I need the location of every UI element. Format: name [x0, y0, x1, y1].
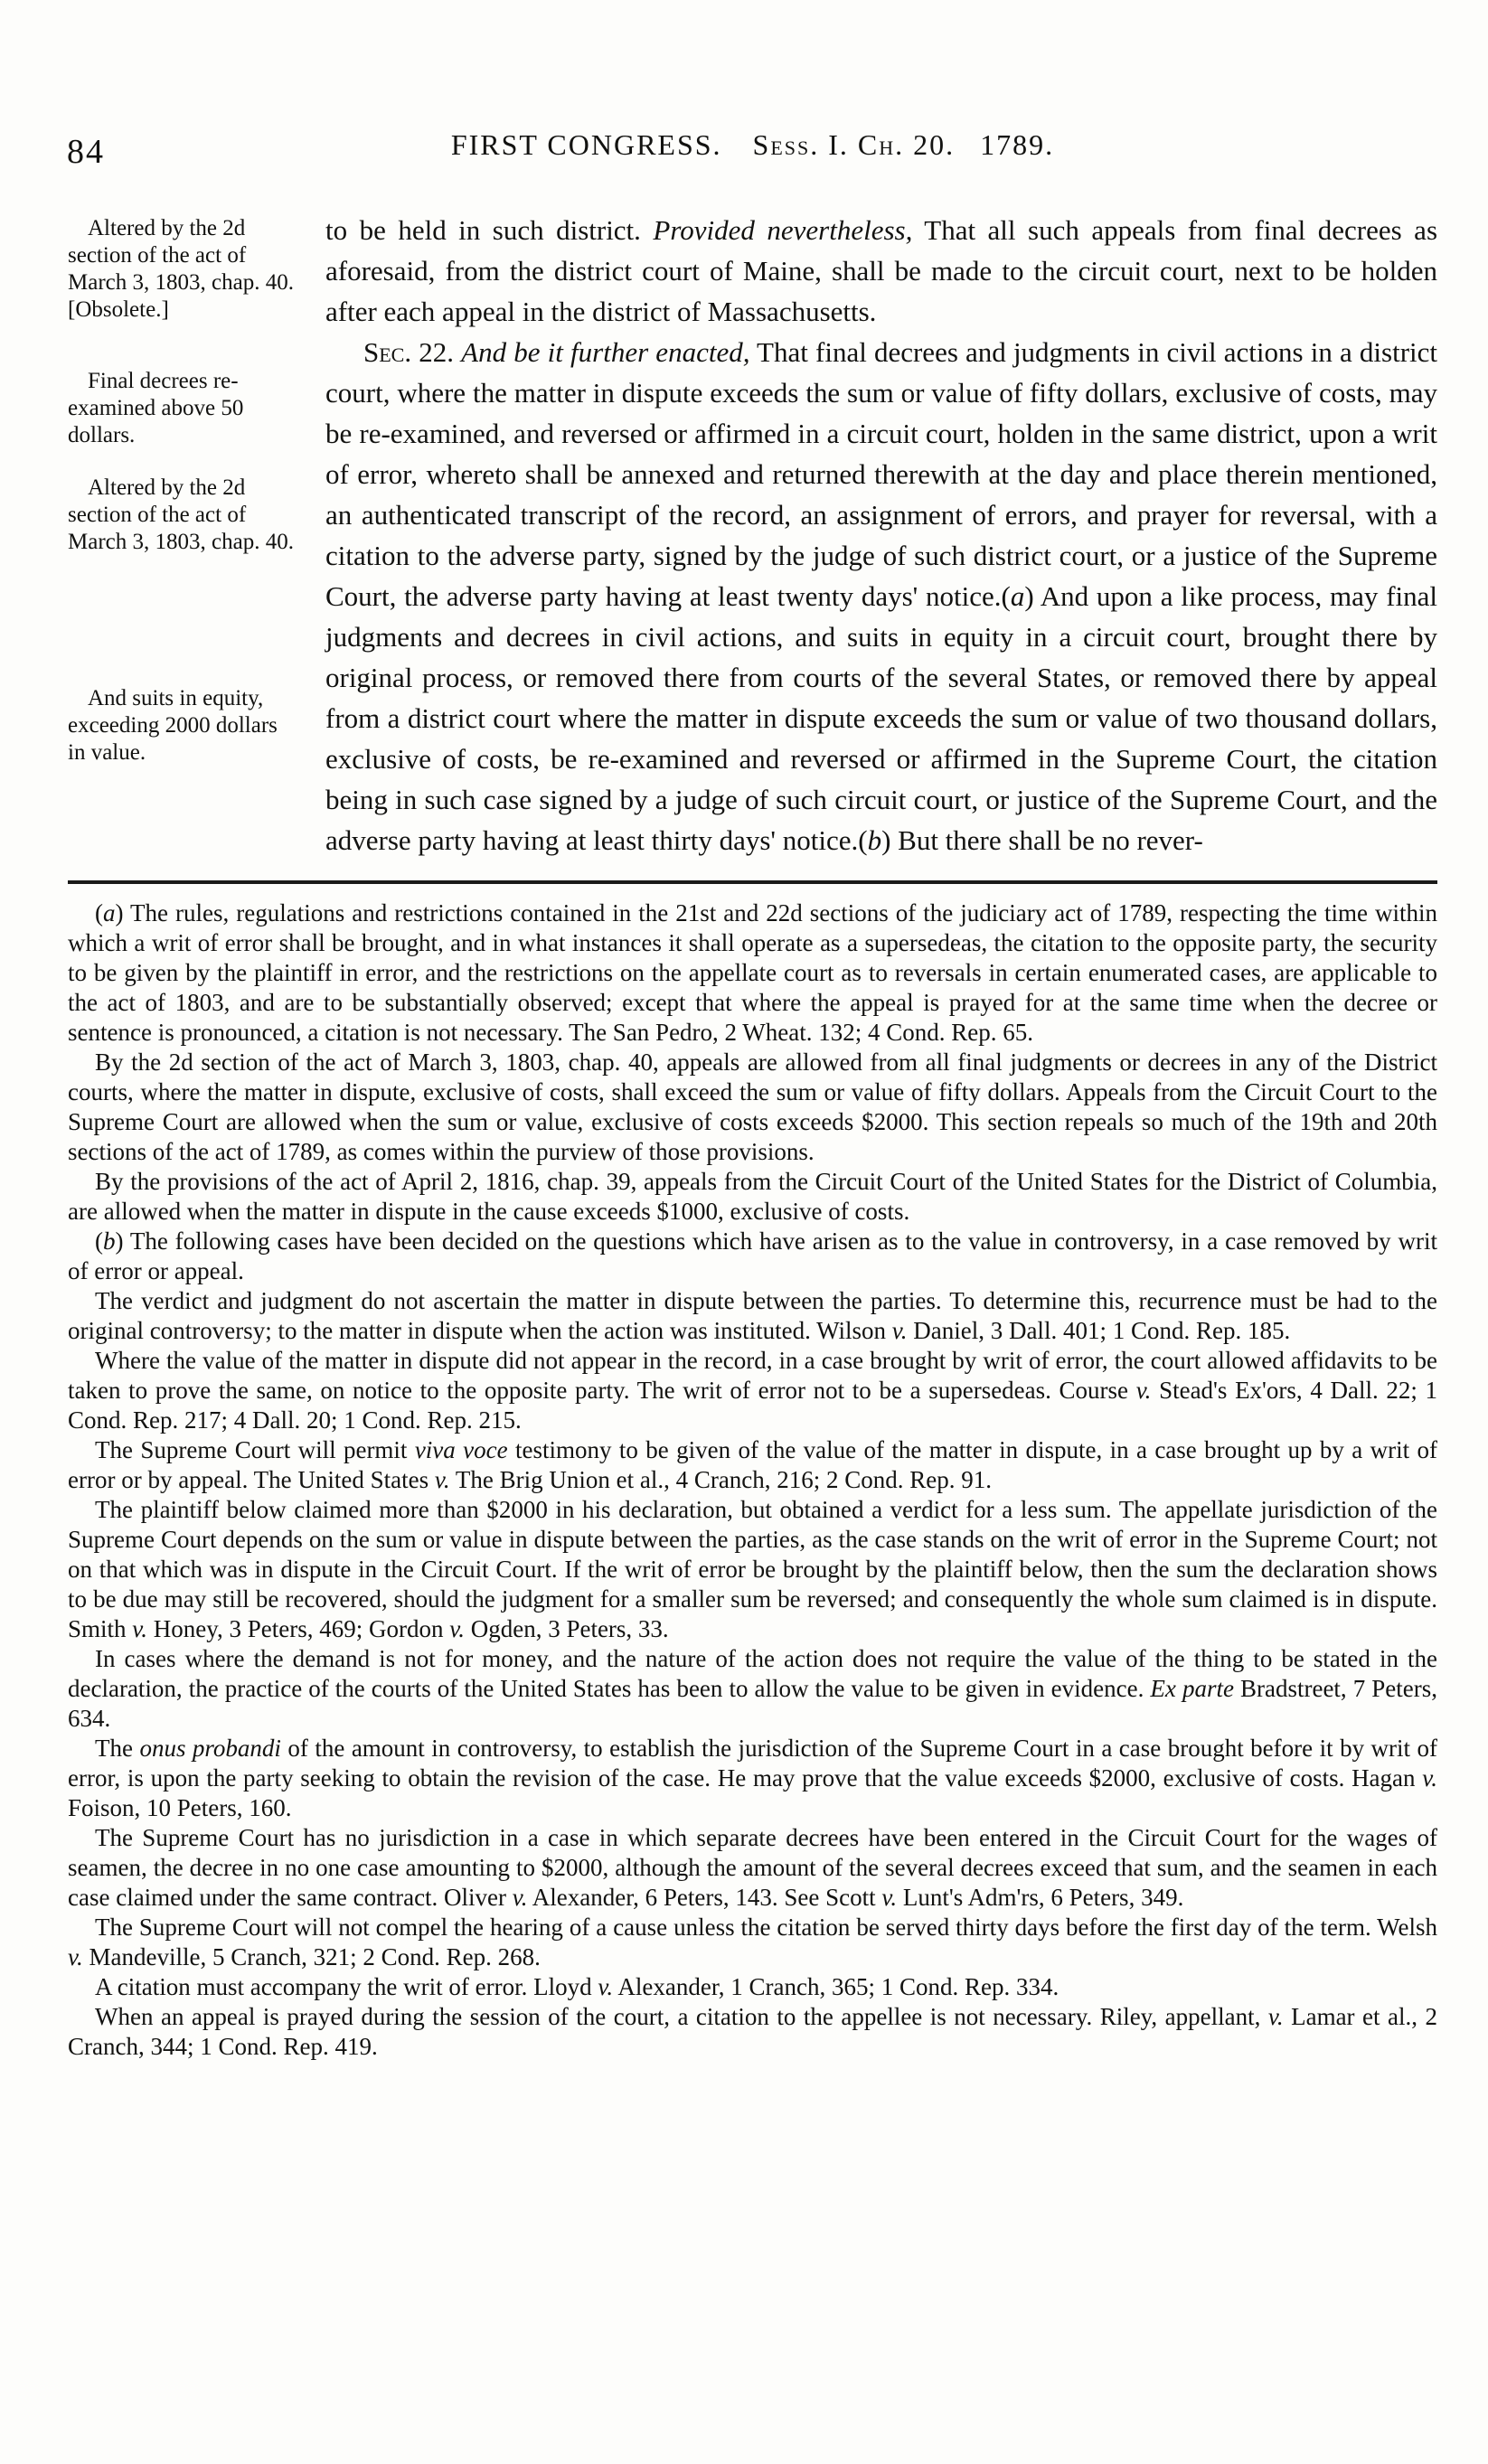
margin-note: Altered by the 2d section of the act of March 3, 1803, chap. 40. — [68, 475, 294, 554]
page-number: 84 — [67, 133, 105, 171]
footnote-paragraph: The verdict and judgment do not ascertain the matter in dispute between the parties. To determine this, recurrence must be had to the original controversy; to the matter in dispute when the action was instituted. Wilson v. Daniel, 3 Dall. 401; 1 Cond. Rep. 185. — [68, 1287, 1437, 1344]
statute-paragraph: Sec. 22. And be it further enacted, That final decrees and judgments in civil actions in a district court, where the matter in dispute exceeds the sum or value of fifty dollars, exclusive of costs, may be re-examined, and reversed or affirmed in a circuit court, holden in the same district, upon a writ of error, whereto shall be annexed and returned therewith at the day and place therein mentioned, an authenticated transcript of the record, an assignment of errors, and prayer for reversal, with a citation to the adverse party, signed by the judge of such district court, or a justice of the Supreme Court, the adverse party having at least twenty days' notice.(a) And upon a like process, may final judgments and decrees in civil actions, and suits in equity in a circuit court, brought there by original process, or removed there from courts of the several States, or removed there by appeal from a district court where the matter in dispute exceeds the sum or value of two thousand dollars, exclusive of costs, be re-examined and reversed or affirmed in the Supreme Court, the citation being in such case signed by a judge of such circuit court, or justice of the Supreme Court, and the adverse party having at least thirty days' notice.(b) But there shall be no rever- — [325, 336, 1438, 856]
footnote-paragraph: By the 2d section of the act of March 3, 1803, chap. 40, appeals are allowed from all final judgments or decrees in any of the District courts, where the matter in dispute, exclusive of costs, shall exceed the sum or value of fifty dollars. Appeals from the Circuit Court to the Supreme Court are allowed when the sum or value, exclusive of costs exceeds $2000. This section repeals so much of the 19th and 20th sections of the act of 1789, as comes within the purview of those provisions. — [68, 1049, 1437, 1165]
footnote-paragraph: The Supreme Court has no jurisdiction in a case in which separate decrees have been entered in the Circuit Court for the wages of seamen, the decree in no one case amounting to $2000, although the amount of the several decrees exceed that sum, and the seamen in each case claimed under the same contract. Oliver v. Alexander, 6 Peters, 143. See Scott v. Lunt's Adm'rs, 6 Peters, 349. — [68, 1824, 1437, 1911]
footnote-paragraph: By the provisions of the act of April 2, 1816, chap. 39, appeals from the Circuit Court of the United States for the District of Columbia, are allowed when the matter in dispute in the cause exceeds $1000, exclusive of costs. — [68, 1168, 1437, 1225]
footnote-paragraph: The Supreme Court will permit viva voce testimony to be given of the value of the matter in dispute, in a case brought up by a writ of error or by appeal. The United States v. The Brig Union et al., 4 Cranch, 216; 2 Cond. Rep. 91. — [68, 1436, 1437, 1493]
margin-note: Altered by the 2d section of the act of March 3, 1803, chap. 40. [Obsolete.] — [68, 216, 294, 322]
page-content — [68, 210, 1437, 2062]
margin-note: Final decrees re-examined above 50 dollars. — [68, 369, 244, 447]
footnote-paragraph: (a) The rules, regulations and restrictions contained in the 21st and 22d sections of the judiciary act of 1789, respecting the time within which a writ of error shall be brought, and in what instances it shall operate as a supersedeas, the citation to the opposite party, the security to be given by the plaintiff in error, and the restrictions on the appellate court as to reversals in certain enumerated cases, are applicable to the act of 1803, and are to be substantially observed; except that where the appeal is prayed for at the same time when the decree or sentence is pronounced, a citation is not necessary. The San Pedro, 2 Wheat. 132; 4 Cond. Rep. 65. — [68, 899, 1437, 1046]
footnote-paragraph: The plaintiff below claimed more than $2000 in his declaration, but obtained a verdict for a less sum. The appellate jurisdiction of the Supreme Court depends on the sum or value in dispute between the parties, as the case stands on the writ of error in the Supreme Court; not on that which was in dispute in the Circuit Court. If the writ of error be brought by the plaintiff below, then the sum the declaration shows to be due may still be recovered, should the judgment for a smaller sum be reversed; and consequently the whole sum claimed is in dispute. Smith v. Honey, 3 Peters, 469; Gordon v. Ogden, 3 Peters, 33. — [68, 1496, 1437, 1642]
footnotes-section — [68, 898, 1437, 2062]
footnote-paragraph: The Supreme Court will not compel the hearing of a cause unless the citation be served thirty days before the first day of the term. Welsh v. Mandeville, 5 Cranch, 321; 2 Cond. Rep. 268. — [68, 1914, 1437, 1970]
statute-text-column — [325, 210, 1437, 861]
footnote-paragraph: A citation must accompany the writ of error. Lloyd v. Alexander, 1 Cranch, 365; 1 Cond. Rep. 334. — [95, 1973, 1059, 2000]
footnote-paragraph: The onus probandi of the amount in controversy, to establish the jurisdiction of the Supreme Court in a case brought before it by writ of error, is upon the party seeking to obtain the revision of the case. He may prove that the value exceeds $2000, exclusive of costs. Hagan v. Foison, 10 Peters, 160. — [68, 1735, 1437, 1821]
footnote-paragraph: When an appeal is prayed during the session of the court, a citation to the appellee is not necessary. Riley, appellant, v. Lamar et al., 2 Cranch, 344; 1 Cond. Rep. 419. — [68, 2003, 1437, 2060]
footnote-paragraph: Where the value of the matter in dispute did not appear in the record, in a case brought by writ of error, the court allowed affidavits to be taken to prove the same, on notice to the opposite party. The writ of error not to be a supersedeas. Course v. Stead's Ex'ors, 4 Dall. 22; 1 Cond. Rep. 217; 4 Dall. 20; 1 Cond. Rep. 215. — [68, 1347, 1437, 1434]
footnote-paragraph: In cases where the demand is not for money, and the nature of the action does not require the value of the thing to be stated in the declaration, the practice of the courts of the United States has been to allow the value to be given in evidence. Ex parte Bradstreet, 7 Peters, 634. — [68, 1645, 1437, 1732]
running-head: FIRST CONGRESS. Sess. I. Ch. 20. 1789. — [450, 128, 1055, 161]
margin-note: And suits in equity, exceeding 2000 dollars in value. — [68, 686, 278, 765]
footnote-paragraph: (b) The following cases have been decided on the questions which have arisen as to the value in controversy, in a case removed by writ of error or appeal. — [68, 1227, 1437, 1284]
margin-notes-column — [68, 210, 307, 1023]
statute-paragraph: to be held in such district. Provided nevertheless, That all such appeals from final decrees as aforesaid, from the district court of Maine, shall be made to the circuit court, next to be holden after each appeal in the district of Massachusetts. — [325, 214, 1438, 327]
